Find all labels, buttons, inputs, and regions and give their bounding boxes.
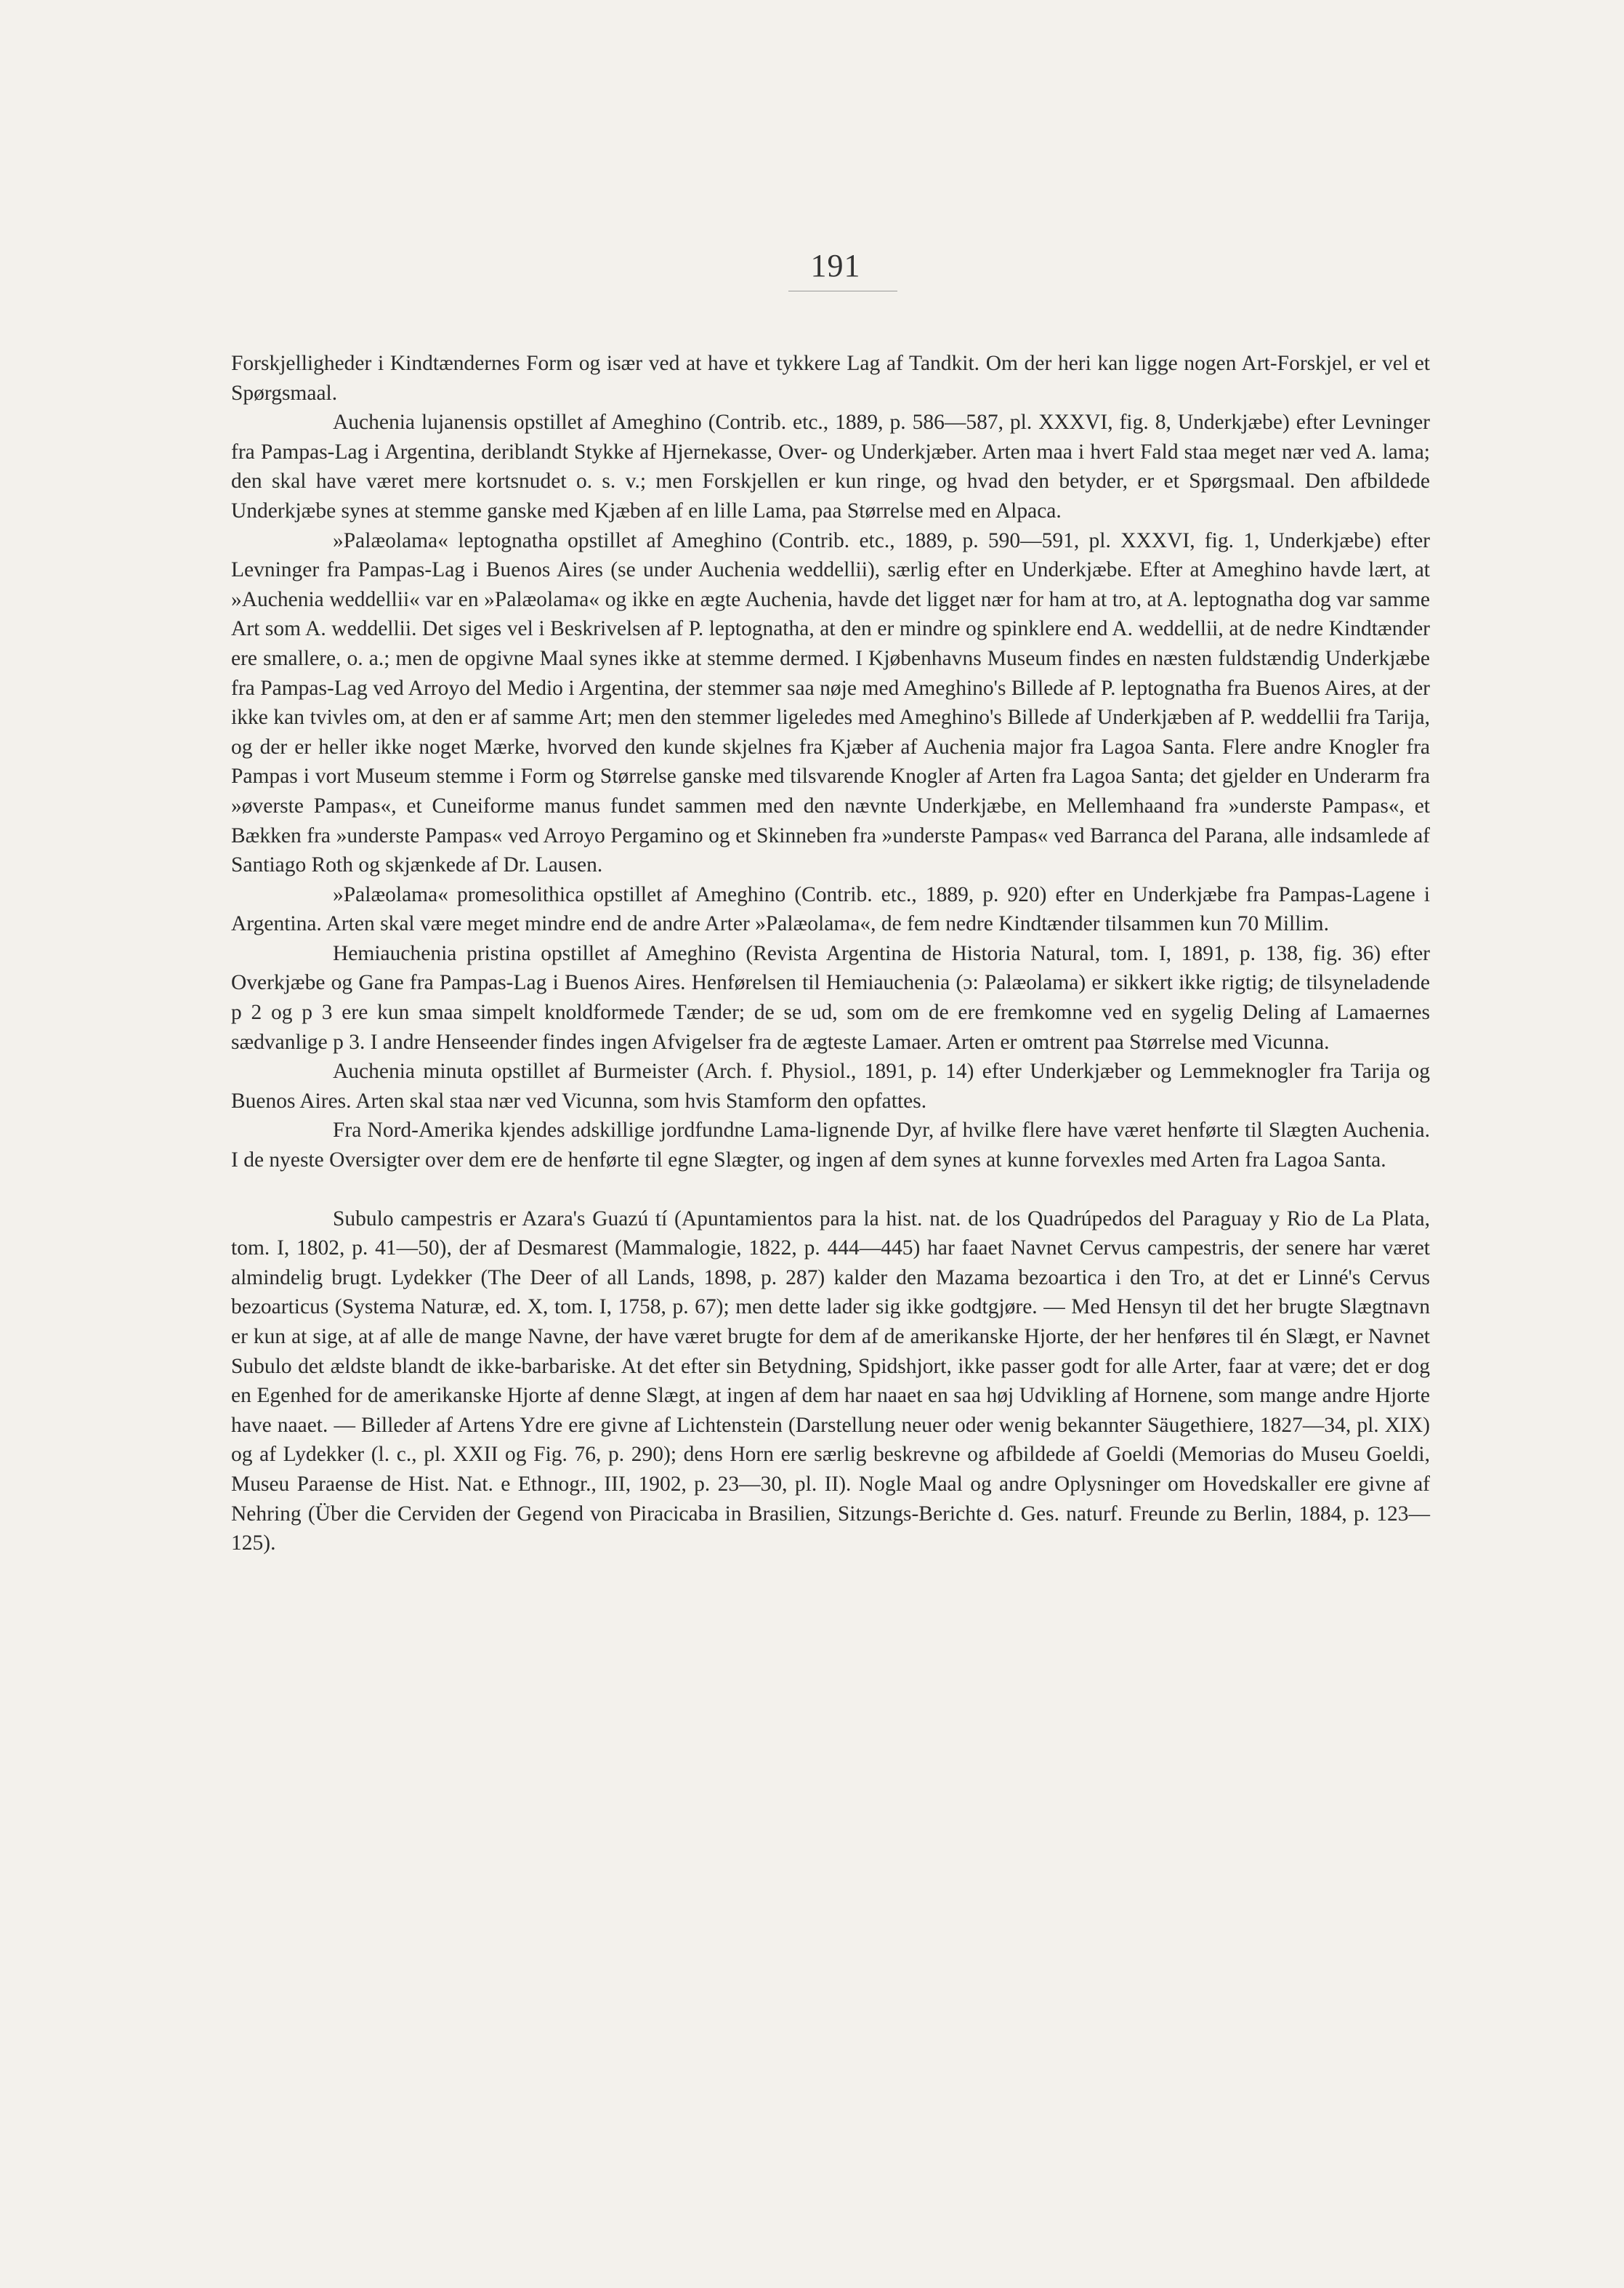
body-text xyxy=(231,349,1430,1558)
paragraph-auchenia-lujanensis: Auchenia lujanensis opstillet af Ameghino (Contrib. etc., 1889, p. 586—587, pl. XXXVI, fig. 8, Underkjæbe) efter Levninger fra Pampas-Lag i Argentina, deriblandt Stykke af Hjernekasse, Over- og Underkjæber. Arten maa i hvert Fald staa meget nær ved A. lama; den skal have været mere kortsnudet o. s. v.; men Forskjellen er kun ringe, og hvad den betyder, er et Spørgsmaal. Den afbildede Underkjæbe synes at stemme ganske med Kjæben af en lille Lama, paa Størrelse med en Alpaca. xyxy=(231,411,1430,523)
page-number: 191 xyxy=(810,248,861,283)
paragraph-auchenia-minuta: Auchenia minuta opstillet af Burmeister (Arch. f. Physiol., 1891, p. 14) efter Underkjæber og Lemmeknogler fra Tarija og Buenos Aires. Arten skal staa nær ved Vicunna, som hvis Stamform den opfattes. xyxy=(231,1060,1430,1113)
paragraph-palaeolama-promesolithica: »Palæolama« promesolithica opstillet af Ameghino (Contrib. etc., 1889, p. 920) efter en Underkjæbe fra Pampas-Lagene i Argentina. Arten skal være meget mindre end de andre Arter »Palæolama«, de fem nedre Kindtænder tilsammen kun 70 Millim. xyxy=(231,882,1430,936)
paragraph-nord-amerika: Fra Nord-Amerika kjendes adskillige jordfundne Lama-lignende Dyr, af hvilke flere have været henførte til Slægten Auchenia. I de nyeste Oversigter over dem ere de henførte til egne Slægter, og ingen af dem synes at kunne forvexles med Arten fra Lagoa Santa. xyxy=(231,1119,1430,1172)
paragraph-subulo-campestris: Subulo campestris er Azara's Guazú tí (Apuntamientos para la hist. nat. de los Quadrúpedos del Paraguay y Rio de La Plata, tom. I, 1802, p. 41—50), der af Desmarest (Mammalogie, 1822, p. 444—445) har faaet Navnet Cervus campestris, der senere har været almindelig brugt. Lydekker (The Deer of all Lands, 1898, p. 287) kalder den Mazama bezoartica i den Tro, at det er Linné's Cervus bezoarticus (Systema Naturæ, ed. X, tom. I, 1758, p. 67); men dette lader sig ikke godtgjøre. — Med Hensyn til det her brugte Slægtnavn er kun at sige, at af alle de mange Navne, der have været brugte for dem af de amerikanske Hjorte, der her henføres til én Slægt, er Navnet Subulo det ældste blandt de ikke-barbariske. At det efter sin Betydning, Spidshjort, ikke passer godt for alle Arter, faar at være; det er dog en Egenhed for de amerikanske Hjorte af denne Slægt, at ingen af dem har naaet en saa høj Udvikling af Hornene, som mange andre Hjorte have naaet. — Billeder af Artens Ydre ere givne af Lichtenstein (Darstellung neuer oder wenig bekannter Säugethiere, 1827—34, pl. XIX) og af Lydekker (l. c., pl. XXII og Fig. 76, p. 290); dens Horn ere særlig beskrevne og afbildede af Goeldi (Memorias do Museu Goeldi, Museu Paraense de Hist. Nat. e Ethnogr., III, 1902, p. 23—30, pl. II). Nogle Maal og andre Oplysninger om Hovedskaller ere givne af Nehring (Über die Cerviden der Gegend von Piracicaba in Brasilien, Sitzungs-Berichte d. Ges. naturf. Freunde zu Berlin, 1884, p. 123—125). xyxy=(231,1207,1430,1555)
paragraph-continuation: Forskjelligheder i Kindtændernes Form og især ved at have et tykkere Lag af Tandkit. Om der heri kan ligge nogen Art-Forskjel, er vel et Spørgsmaal. xyxy=(231,352,1430,405)
paragraph-palaeolama-leptognatha: »Palæolama« leptognatha opstillet af Ameghino (Contrib. etc., 1889, p. 590—591, pl. XXXVI, fig. 1, Underkjæbe) efter Levninger fra Pampas-Lag i Buenos Aires (se under Auchenia weddellii), særlig efter en Underkjæbe. Efter at Ameghino havde lært, at »Auchenia weddellii« var en »Palæolama« og ikke en ægte Auchenia, havde det ligget nær for ham at tro, at A. leptognatha dog var samme Art som A. weddellii. Det siges vel i Beskrivelsen af P. leptognatha, at den er mindre og spinklere end A. weddellii, at de nedre Kindtænder ere smallere, o. a.; men de opgivne Maal synes ikke at stemme dermed. I Kjøbenhavns Museum findes en næsten fuldstændig Underkjæbe fra Pampas-Lag ved Arroyo del Medio i Argentina, der stemmer saa nøje med Ameghino's Billede af P. leptognatha fra Buenos Aires, at der ikke kan tvivles om, at den er af samme Art; men den stemmer ligeledes med Ameghino's Billede af Underkjæben af P. weddellii fra Tarija, og der er heller ikke noget Mærke, hvorved den kunde skjelnes fra Kjæber af Auchenia major fra Lagoa Santa. Flere andre Knogler fra Pampas i vort Museum stemme i Form og Størrelse ganske med tilsvarende Knogler af Arten fra Lagoa Santa; det gjelder en Underarm fra »øverste Pampas«, et Cuneiforme manus fundet sammen med den nævnte Underkjæbe, en Mellemhaand fra »underste Pampas«, et Bækken fra »underste Pampas« ved Arroyo Pergamino og et Skinneben fra »underste Pampas« ved Barranca del Parana, alle indsamlede af Santiago Roth og skjænkede af Dr. Lausen. xyxy=(231,528,1430,877)
paragraph-hemiauchenia-pristina: Hemiauchenia pristina opstillet af Ameghino (Revista Argentina de Historia Natural, tom. I, 1891, p. 138, fig. 36) efter Overkjæbe og Gane fra Pampas-Lag i Buenos Aires. Henførelsen til Hemiauchenia (ɔ: Palæolama) er sikkert ikke rigtig; de tilsyneladende p 2 og p 3 ere kun smaa simpelt knoldformede Tænder; de se ud, som om de ere fremkomne ved en sygelig Deling af Lamaernes sædvanlige p 3. I andre Henseender findes ingen Afvigelser fra de ægteste Lamaer. Arten er omtrent paa Størrelse med Vicunna. xyxy=(231,941,1430,1054)
